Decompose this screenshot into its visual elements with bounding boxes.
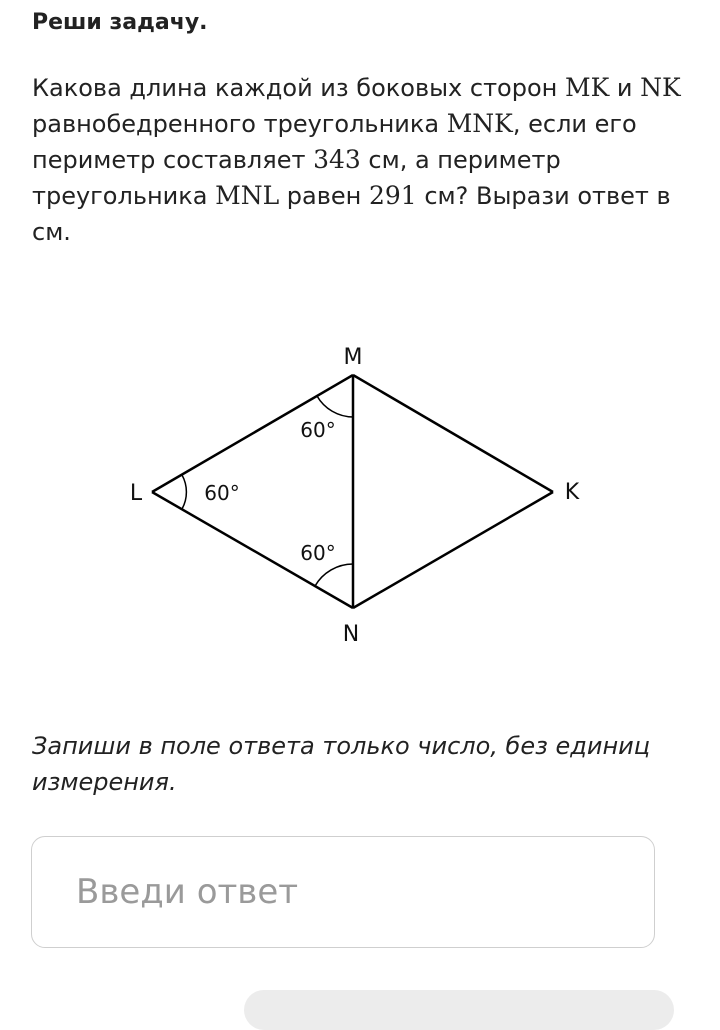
angle-arc-n xyxy=(315,564,353,586)
submit-button[interactable] xyxy=(244,990,674,1030)
angle-label-n: 60° xyxy=(300,541,336,565)
vertex-label-l: L xyxy=(129,481,143,506)
angle-arc-m xyxy=(317,396,353,417)
side-kn xyxy=(353,492,553,608)
question-text-part: и xyxy=(609,74,641,102)
angle-arc-l xyxy=(182,475,186,509)
question-text-part: , если его периметр составляет xyxy=(32,110,637,174)
triangle-figure xyxy=(0,330,720,660)
answer-hint: Запиши в поле ответа только число, без единиц измерения. xyxy=(32,732,651,796)
answer-input[interactable] xyxy=(31,836,655,948)
triangle-mnl: MNL xyxy=(215,181,280,210)
angle-label-l: 60° xyxy=(204,481,240,505)
segment-nk: NK xyxy=(640,73,681,102)
perimeter-mnk-value: 343 xyxy=(313,145,361,174)
side-mk xyxy=(353,375,553,492)
triangle-mnk: MNK xyxy=(446,109,513,138)
question-text-part: см, а периметр треугольника xyxy=(32,146,561,210)
question-text-part: равен xyxy=(279,182,369,210)
task-title: Реши задачу. xyxy=(32,10,208,35)
question-text-part: Какова длина каждой из боковых сторон xyxy=(32,74,565,102)
vertex-label-n: N xyxy=(342,622,360,647)
perimeter-mnl-value: 291 xyxy=(368,181,417,210)
question-text xyxy=(32,70,682,250)
angle-label-m: 60° xyxy=(300,418,336,442)
question-text-part: равнобедренного треугольника xyxy=(32,110,447,138)
segment-mk: MK xyxy=(564,73,610,102)
vertex-label-m: M xyxy=(343,345,363,370)
vertex-label-k: K xyxy=(564,480,580,505)
question-text-part: см? Вырази ответ в см. xyxy=(32,182,671,246)
